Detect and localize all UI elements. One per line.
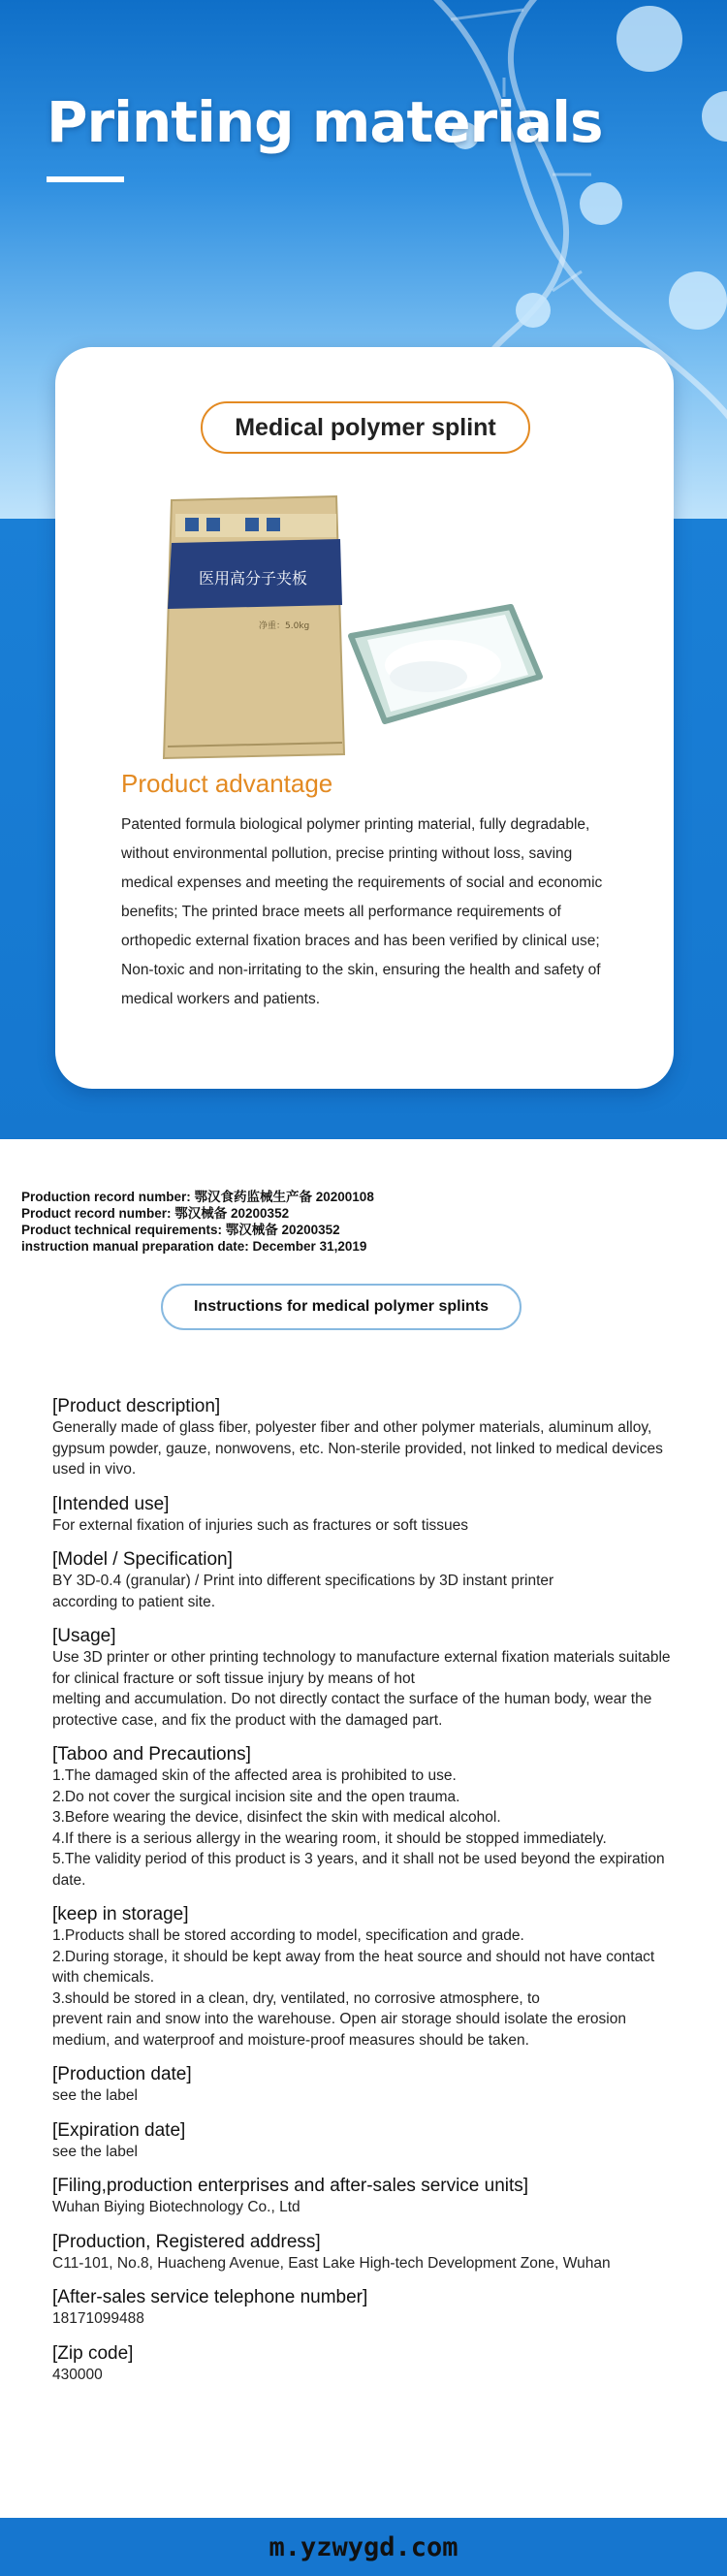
instruction-sections xyxy=(52,1396,673,2399)
section-body: Generally made of glass fiber, polyester fiber and other polymer materials, aluminum alloy, gypsum powder, gauze, nonwovens, etc. Non-sterile provided, not linked to medical devices used in vivo. xyxy=(52,1419,663,1478)
section-heading: [keep in storage] xyxy=(52,1904,189,1924)
technical-requirements: Product technical requirements: 鄂汉械备 20200352 xyxy=(21,1223,340,1237)
section-production-date xyxy=(52,2064,673,2107)
product-advantage-text: Patented formula biological polymer printing material, fully degradable, without environmental pollution, precise printing without loss, saving medical expenses and meeting the requirements of social and economic benefits; The printed brace meets all performance requirements of orthopedic external fixation braces and has been verified by clinical use; Non-toxic and non-irritating to the skin, ensuring the health and safety of medical workers and patients. xyxy=(121,816,603,1007)
section-body: 18171099488 xyxy=(52,2310,144,2327)
section-heading: [After-sales service telephone number] xyxy=(52,2287,368,2307)
product-advantage-heading: Product advantage xyxy=(121,769,333,798)
section-heading: [Expiration date] xyxy=(52,2119,186,2141)
product-bag-image xyxy=(164,496,344,758)
product-name-badge: Medical polymer splint xyxy=(201,401,530,454)
section-body: Wuhan Biying Biotechnology Co., Ltd xyxy=(52,2199,300,2215)
svg-text:医用高分子夹板: 医用高分子夹板 xyxy=(199,569,308,588)
section-storage xyxy=(52,1904,673,2051)
section-intended-use xyxy=(52,1494,673,1537)
section-heading: [Model / Specification] xyxy=(52,1549,233,1570)
section-heading: [Intended use] xyxy=(52,1493,170,1514)
site-url-link[interactable]: m.yzwygd.com xyxy=(269,2531,458,2562)
section-body: 1.The damaged skin of the affected area is prohibited to use. 2.Do not cover the surgical incision site and the open trauma. 3.Before wearing the device, disinfect the skin with medical alcohol. 4.If there is a serious allergy in the wearing room, it should be stopped immediately. 5.The validity period of this product is 3 years, and it shall not be used beyond the expiration date. xyxy=(52,1767,665,1889)
product-granules-tray-image xyxy=(351,607,540,721)
section-body: 1.Products shall be stored according to model, specification and grade. 2.During storage, it should be kept away from the heat source and should not have contact with chemicals. 3.should be stored in a clean, dry, ventilated, no corrosive atmosphere, to prevent rain and snow into the warehouse. Open air storage should isolate the erosion medium, and waterproof and moisture-proof measures should be taken. xyxy=(52,1927,655,2049)
instructions-title-badge: Instructions for medical polymer splints xyxy=(161,1284,522,1330)
section-taboo-precautions xyxy=(52,1744,673,1891)
section-heading: [Taboo and Precautions] xyxy=(52,1744,251,1765)
section-heading: [Product description] xyxy=(52,1396,221,1416)
section-filing-enterprise xyxy=(52,2176,673,2218)
section-heading: [Usage] xyxy=(52,1626,116,1646)
title-underline xyxy=(47,176,124,182)
section-body: C11-101, No.8, Huacheng Avenue, East Lake High-tech Development Zone, Wuhan xyxy=(52,2254,611,2272)
product-photo xyxy=(152,493,608,764)
section-body: For external fixation of injuries such as fractures or soft tissues xyxy=(52,1516,469,1534)
section-body: see the label xyxy=(52,2143,138,2160)
section-telephone xyxy=(52,2287,673,2330)
section-zip-code xyxy=(52,2343,673,2386)
section-address xyxy=(52,2232,673,2274)
section-body: see the label xyxy=(52,2087,138,2104)
footer-bar xyxy=(0,2518,727,2576)
section-body: BY 3D-0.4 (granular) / Print into different specifications by 3D instant printer according to patient site. xyxy=(52,1573,554,1610)
section-expiration-date xyxy=(52,2120,673,2163)
product-record-number: Product record number: 鄂汉械备 20200352 xyxy=(21,1206,290,1221)
manual-preparation-date: instruction manual preparation date: December 31,2019 xyxy=(21,1239,367,1254)
section-usage xyxy=(52,1626,673,1731)
section-product-description xyxy=(52,1396,673,1480)
section-model-specification xyxy=(52,1549,673,1612)
product-card xyxy=(55,347,674,1089)
record-numbers xyxy=(21,1189,374,1255)
section-body: 430000 xyxy=(52,2366,103,2383)
production-record-number: Production record number: 鄂汉食药监械生产备 20200108 xyxy=(21,1190,374,1204)
page-title: Printing materials xyxy=(47,89,603,155)
section-heading: [Filing,production enterprises and after-sales service units] xyxy=(52,2176,529,2196)
section-heading: [Production date] xyxy=(52,2064,192,2084)
section-heading: [Production, Registered address] xyxy=(52,2231,321,2252)
svg-text:净重：5.0kg: 净重：5.0kg xyxy=(259,621,310,631)
section-body: Use 3D printer or other printing technology to manufacture external fixation materials suitable for clinical fracture or soft tissue injury by means of hot melting and accumulation. Do not directly contact the surface of the human body, wear the protective case, and fix the product with the damaged part. xyxy=(52,1649,671,1729)
section-heading: [Zip code] xyxy=(52,2342,134,2364)
